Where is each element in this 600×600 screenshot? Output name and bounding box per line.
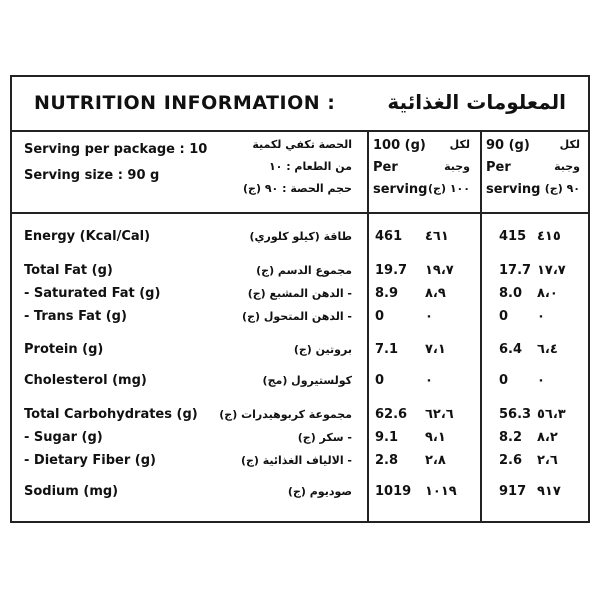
value-100g-ar: ٢،٨ (425, 453, 446, 468)
value-100g-ar: ٠ (425, 373, 433, 388)
nutrient-label: Sodium (mg) (24, 484, 119, 499)
nutrient-label-ar: - الالياف الغذائية (ج) (240, 454, 352, 467)
value-100g: 9.1 (375, 430, 399, 445)
value-100g-ar: ٧،١ (425, 342, 446, 357)
value-100g: 461 (375, 229, 403, 244)
nutrient-label: - Sugar (g) (24, 430, 103, 445)
value-100g: 2.8 (375, 453, 399, 468)
divider-col90 (480, 130, 482, 523)
value-90g-ar: ٠ (537, 373, 545, 388)
title-arabic: المعلومات الغذائية (387, 90, 566, 114)
value-90g-ar: ٢،٦ (537, 453, 558, 468)
nutrient-label: Total Fat (g) (24, 263, 113, 278)
value-100g-ar: ١٩،٧ (425, 263, 454, 278)
nutrient-label-ar: - الدهن المتحول (ج) (242, 310, 352, 323)
value-100g-ar: ٦٢،٦ (425, 407, 454, 422)
serving-ar-line3: حجم الحصة : ٩٠ (ج) (243, 182, 352, 195)
value-90g: 2.6 (499, 453, 523, 468)
value-100g-ar: ٠ (425, 309, 433, 324)
nutrient-label: Cholesterol (mg) (24, 373, 147, 388)
nutrient-label-ar: كولستيرول (مج) (262, 374, 352, 387)
col90-per: Per (486, 160, 511, 175)
value-100g-ar: ١٠١٩ (425, 484, 457, 499)
nutrient-label-ar: بروتين (ج) (293, 343, 352, 356)
value-100g: 7.1 (375, 342, 399, 357)
value-90g: 917 (499, 484, 527, 499)
value-90g: 17.7 (499, 263, 532, 278)
value-90g-ar: ٦،٤ (537, 342, 558, 357)
nutrient-label-ar: طاقة (كيلو كلوري) (249, 230, 352, 243)
serving-per-package: Serving per package : 10 (24, 142, 208, 157)
nutrient-label-ar: مجموع الدسم (ج) (256, 264, 352, 277)
value-100g: 62.6 (375, 407, 408, 422)
value-90g-ar: ٨،٢ (537, 430, 558, 445)
col90-ar-line2: وجبة (554, 160, 580, 173)
value-90g-ar: ٩١٧ (537, 484, 561, 499)
value-100g: 8.9 (375, 286, 399, 301)
col90-serving: serving (486, 182, 541, 197)
value-90g-ar: ٨،٠ (537, 286, 558, 301)
serving-ar-line1: الحصة تكفي لكمية (252, 138, 352, 151)
value-100g: 1019 (375, 484, 412, 499)
col100-amount: 100 (g) (373, 138, 426, 153)
nutrition-panel (10, 75, 590, 523)
value-100g: 0 (375, 373, 385, 388)
value-100g: 0 (375, 309, 385, 324)
value-90g-ar: ٤١٥ (537, 229, 561, 244)
nutrient-label: Total Carbohydrates (g) (24, 407, 198, 422)
nutrient-label: Protein (g) (24, 342, 104, 357)
value-100g-ar: ٨،٩ (425, 286, 446, 301)
value-100g-ar: ٤٦١ (425, 229, 449, 244)
nutrient-label-ar: مجموعة كربوهيدرات (ج) (219, 408, 352, 421)
divider-header (12, 212, 588, 214)
value-90g: 56.3 (499, 407, 532, 422)
col100-ar-line3: ١٠٠ (ج) (428, 182, 470, 195)
value-90g: 0 (499, 373, 509, 388)
col90-ar-line3: ٩٠ (ج) (544, 182, 580, 195)
value-90g: 6.4 (499, 342, 523, 357)
col90-ar-line1: لكل (559, 138, 580, 151)
title-english: NUTRITION INFORMATION : (34, 92, 336, 114)
col90-amount: 90 (g) (486, 138, 530, 153)
title-row (12, 77, 588, 132)
value-90g: 0 (499, 309, 509, 324)
value-90g-ar: ٥٦،٣ (537, 407, 566, 422)
value-90g: 8.0 (499, 286, 523, 301)
nutrient-label: - Dietary Fiber (g) (24, 453, 156, 468)
value-90g-ar: ٠ (537, 309, 545, 324)
value-100g: 19.7 (375, 263, 408, 278)
col100-serving: serving (373, 182, 428, 197)
nutrient-label: Energy (Kcal/Cal) (24, 229, 151, 244)
nutrient-label: - Trans Fat (g) (24, 309, 127, 324)
nutrient-label-ar: - الدهن المشبع (ج) (247, 287, 352, 300)
nutrient-label-ar: صوديوم (ج) (287, 485, 352, 498)
divider-col100 (367, 130, 369, 523)
col100-ar-line1: لكل (449, 138, 470, 151)
value-90g: 415 (499, 229, 527, 244)
value-90g-ar: ١٧،٧ (537, 263, 566, 278)
nutrient-label: - Saturated Fat (g) (24, 286, 161, 301)
serving-ar-line2: من الطعام : ١٠ (268, 160, 352, 173)
nutrient-label-ar: - سكر (ج) (297, 431, 352, 444)
serving-size: Serving size : 90 g (24, 168, 160, 183)
value-100g-ar: ٩،١ (425, 430, 446, 445)
col100-ar-line2: وجبة (444, 160, 470, 173)
value-90g: 8.2 (499, 430, 523, 445)
col100-per: Per (373, 160, 398, 175)
